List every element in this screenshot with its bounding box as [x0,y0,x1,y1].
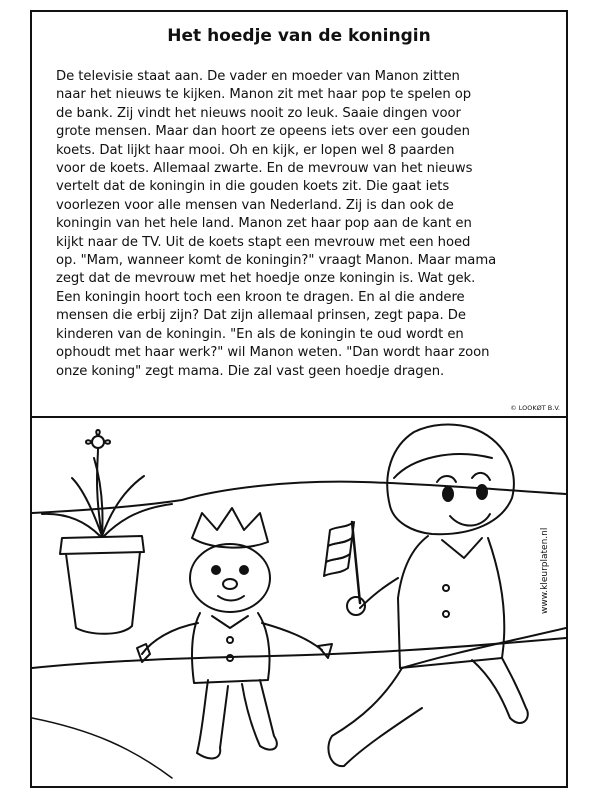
story-line: vertelt dat de koningin in die gouden koets zit. Die gaat iets [56,179,450,195]
worksheet-frame [30,10,568,788]
story-line: Een koningin hoort toch een kroon te dragen. En al die andere [56,289,465,305]
sofa-seat [32,638,566,668]
story-line: voor de koets. Allemaal zwarte. En de mevrouw van het nieuws [56,161,473,177]
girl-with-flag [324,425,528,767]
story-line: koets. Dat lijkt haar mooi. Oh en kijk, er lopen wel 8 paarden [56,142,455,158]
story-text [56,68,566,381]
story-line: de bank. Zij vindt het nieuws nooit zo leuk. Saaie dingen voor [56,105,461,121]
story-panel [32,12,566,418]
site-url: www.kleurplaten.nl [540,527,550,614]
story-line: De televisie staat aan. De vader en moeder van Manon zitten [56,69,460,84]
story-line: zegt dat de mevrouw met het hoedje onze koningin is. Wat gek. [56,271,476,287]
worksheet-title: Het hoedje van de koningin [167,26,431,46]
story-line: ophoudt met haar werk?" wil Manon weten. "Dan wordt haar zoon [56,345,490,361]
coloring-illustration [32,418,566,786]
story-line: onze koning" zegt mama. Die zal vast geen hoedje dragen. [56,363,445,379]
story-line: koningin van het hele land. Manon zet haar pop aan de kant en [56,216,472,232]
story-line: kijkt naar de TV. Uit de koets stapt een mevrouw met een hoed [56,234,471,250]
story-line: naar het nieuws te kijken. Manon zit met haar pop te spelen op [56,87,472,103]
copyright-notice: © LOOKØT B.V. [510,404,560,412]
story-line: op. "Mam, wanneer komt de koningin?" vraagt Manon. Maar mama [56,253,497,269]
potted-plant [42,430,172,634]
coloring-picture [32,418,566,786]
story-line: grote mensen. Maar dan hoort ze opeens iets over een gouden [56,124,470,140]
story-line: voorlezen voor alle mensen van Nederland. Zij is dan ook de [56,197,454,213]
story-line: mensen die erbij zijn? Dat zijn allemaal prinsen, zegt papa. De [56,308,466,324]
doll-with-crown [137,508,332,758]
story-line: kinderen van de koningin. "En als de koningin te oud wordt en [56,326,464,342]
